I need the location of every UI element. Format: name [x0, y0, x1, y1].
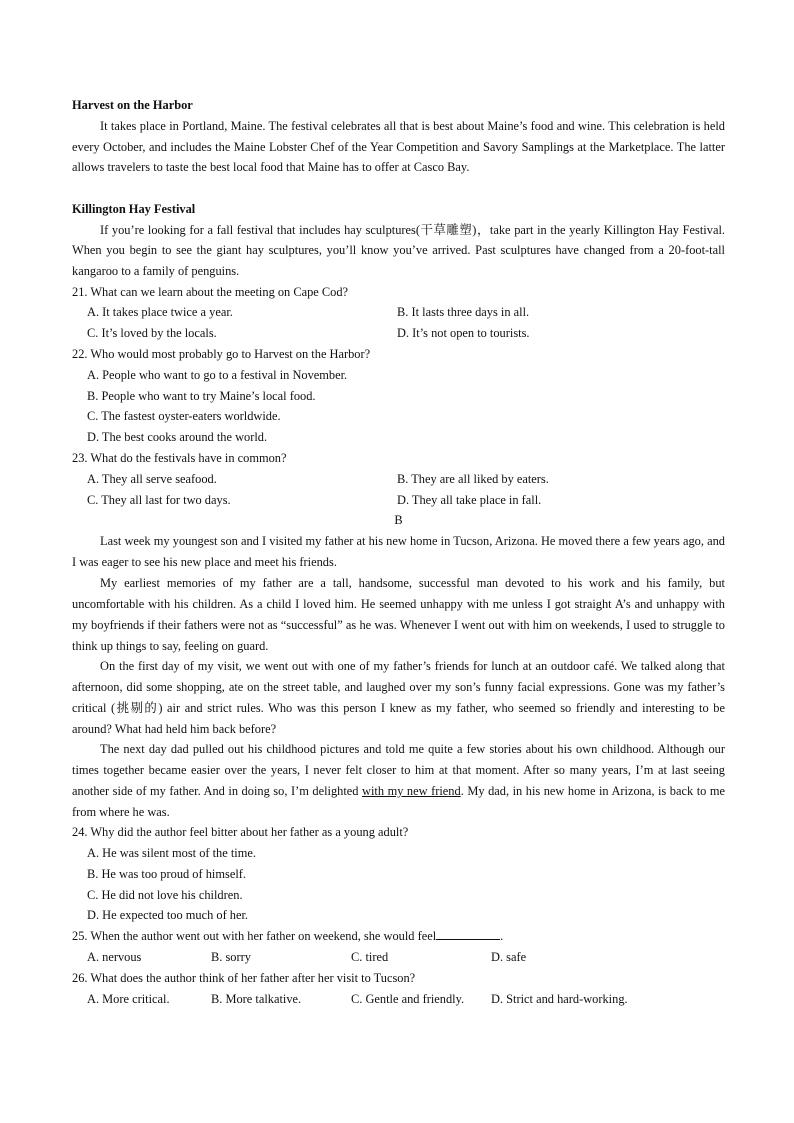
question-21-options-row-2 [72, 323, 725, 344]
underlined-phrase: with my new friend [362, 783, 461, 798]
question-22-option-c[interactable]: C. The fastest oyster-eaters worldwide. [87, 409, 281, 424]
passage-b-paragraph-4 [72, 739, 725, 822]
question-26-options-row [72, 989, 725, 1010]
question-23-option-a[interactable]: A. They all serve seafood. [87, 471, 217, 486]
killington-paragraph: If you’re looking for a fall festival that includes hay sculptures(干草雕塑)，take part in the yearly Killington Hay Festival. When you begin to see the giant hay sculptures, you’ll know you’ve arrived. Past sculptures have changed from a 20-foot-tall kangaroo to a family of penguins. [72, 222, 725, 279]
question-25-option-d[interactable]: D. safe [491, 949, 527, 964]
question-25-options-row [72, 947, 725, 968]
question-23-option-c[interactable]: C. They all last for two days. [87, 492, 231, 507]
passage-b-paragraph-3: On the first day of my visit, we went out with one of my father’s friends for lunch at an outdoor café. We talked along that afternoon, did some shopping, ate on the street table, and laughed over my son’s funny facial expressions. Gone was my father’s critical (挑剔的) air and strict rules. Who was this person I knew as my father, who seemed so friendly and interesting to be around? What had held him back before? [72, 659, 725, 736]
question-24-option-d[interactable]: D. He expected too much of her. [87, 908, 249, 923]
question-22-option-a[interactable]: A. People who want to go to a festival in November. [87, 367, 348, 382]
question-21-option-c[interactable]: C. It’s loved by the locals. [87, 326, 217, 341]
question-26-stem: 26. What does the author think of her father after her visit to Tucson? [72, 970, 416, 985]
passage-b-paragraph-1: Last week my youngest son and I visited my father at his new home in Tucson, Arizona. He moved there a few years ago, and I was eager to see his new place and meet his friends. [72, 534, 725, 569]
question-22-option-d[interactable]: D. The best cooks around the world. [87, 430, 268, 445]
question-21-option-d[interactable]: D. It’s not open to tourists. [397, 326, 530, 341]
passage-b-paragraph-2: My earliest memories of my father are a tall, handsome, successful man devoted to his work and his family, but uncomfortable with his children. As a child I loved him. He seemed unhappy with me unless I got straight A’s and unhappy with my boyfriends if their fathers were not as “successful” as he was. Whenever I went out with him on weekends, I used to struggle to think up things to say, feeling on guard. [72, 576, 725, 653]
question-26-option-b[interactable]: B. More talkative. [211, 991, 302, 1006]
question-26-option-c[interactable]: C. Gentle and friendly. [351, 991, 465, 1006]
question-23-options-row-1 [72, 469, 725, 490]
harvest-paragraph: It takes place in Portland, Maine. The festival celebrates all that is best about Maine’s food and wine. This celebration is held every October, and includes the Maine Lobster Chef of the Year Competition and Savory Samplings at the Marketplace. The latter allows travelers to taste the best local food that Maine has to offer at Casco Bay. [72, 118, 725, 175]
question-26-option-a[interactable]: A. More critical. [87, 991, 170, 1006]
question-24-option-a[interactable]: A. He was silent most of the time. [87, 845, 256, 860]
question-23-option-b[interactable]: B. They are all liked by eaters. [397, 471, 549, 486]
question-22-option-b[interactable]: B. People who want to try Maine’s local food. [87, 388, 316, 403]
question-25-option-b[interactable]: B. sorry [211, 949, 251, 964]
question-24-stem: 24. Why did the author feel bitter about her father as a young adult? [72, 825, 409, 840]
paragraph-4-text-after: . My dad, in his new home in Arizona, is back to me from where he was. [72, 783, 725, 819]
harvest-title: Harvest on the Harbor [72, 98, 193, 112]
section-b-label: B [394, 513, 403, 528]
question-22-stem: 22. Who would most probably go to Harvest on the Harbor? [72, 346, 371, 361]
question-23-stem: 23. What do the festivals have in common? [72, 450, 287, 465]
question-23-option-d[interactable]: D. They all take place in fall. [397, 492, 542, 507]
question-24-option-c[interactable]: C. He did not love his children. [87, 887, 243, 902]
question-21-option-a[interactable]: A. It takes place twice a year. [87, 305, 233, 320]
question-24-option-b[interactable]: B. He was too proud of himself. [87, 866, 246, 881]
killington-title: Killington Hay Festival [72, 201, 196, 216]
question-21-options-row-1 [72, 302, 725, 323]
question-25-option-c[interactable]: C. tired [351, 949, 389, 964]
question-25-option-a[interactable]: A. nervous [87, 949, 142, 964]
question-25-stem-end: . [500, 929, 504, 944]
answer-blank[interactable] [436, 927, 500, 940]
question-21-stem: 21. What can we learn about the meeting on Cape Cod? [72, 284, 349, 299]
question-23-options-row-2 [72, 490, 725, 511]
document-page [72, 95, 725, 1009]
question-25-stem: 25. When the author went out with her father on weekend, she would feel [72, 929, 437, 944]
paragraph-4-text-before: The next day dad pulled out his childhood pictures and told me quite a few stories about his own childhood. Although our times together became easier over the years, I never felt closer to him at that moment. After so many years, I’m at last seeing another side of my father. And in doing so, I’m delighted [72, 742, 725, 798]
question-25-stem-line [72, 926, 725, 947]
question-26-option-d[interactable]: D. Strict and hard-working. [491, 991, 628, 1006]
question-21-option-b[interactable]: B. It lasts three days in all. [397, 305, 530, 320]
